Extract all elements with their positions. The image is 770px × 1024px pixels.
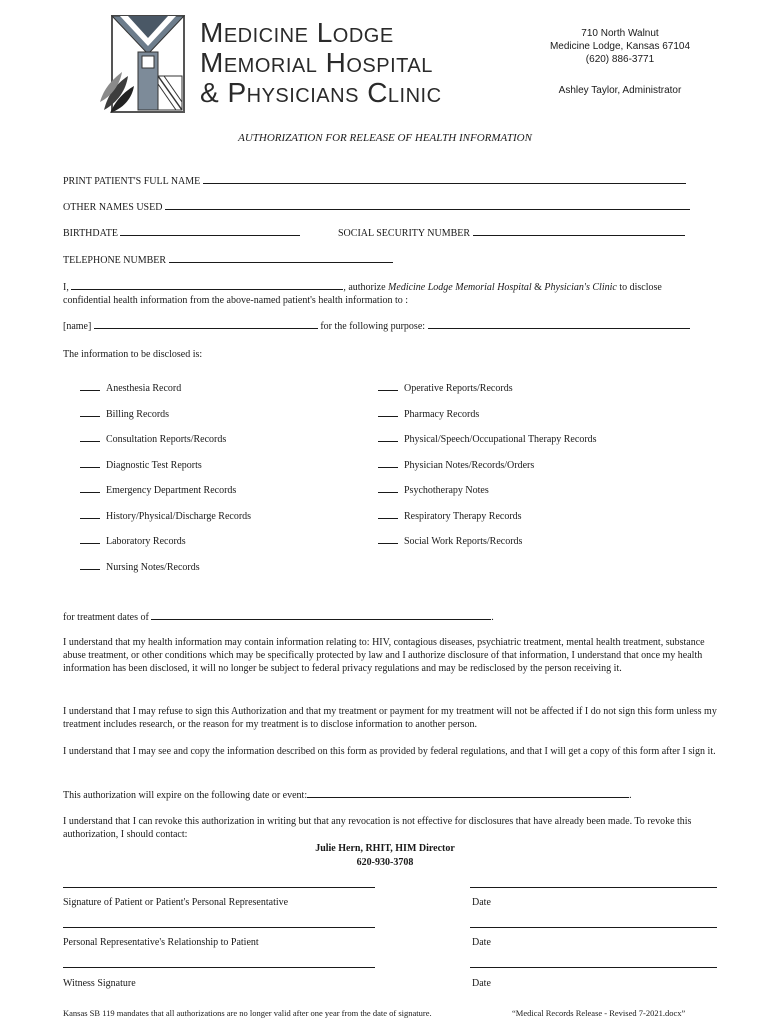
authorize-statement [63,280,713,307]
treatment-dates-end: . [491,612,494,623]
record-check-blank[interactable] [80,561,100,570]
record-check-blank[interactable] [80,459,100,468]
authorize-mid: , authorize [343,282,386,293]
treatment-dates-row [63,610,494,624]
record-item [80,484,236,496]
patient-name-field[interactable] [203,174,686,184]
ssn-field[interactable] [473,226,685,236]
disclosed-intro: The information to be disclosed is: [63,349,203,360]
record-label: Psychotherapy Notes [404,485,489,496]
sig-witness-date-label: Date [472,978,491,989]
record-label: Diagnostic Test Reports [106,459,202,471]
record-check-blank[interactable] [378,408,398,417]
authorize-prefix: I, [63,282,69,293]
record-item [80,382,181,394]
purpose-label: for the following purpose: [320,321,426,332]
record-check-blank[interactable] [378,510,398,519]
record-item [378,433,597,445]
record-item [80,408,169,420]
ssn-label: SOCIAL SECURITY NUMBER [338,228,471,239]
record-label: Nursing Notes/Records [106,561,200,573]
record-check-blank[interactable] [378,535,398,544]
telephone-field[interactable] [169,253,393,263]
record-check-blank[interactable] [378,382,398,391]
birthdate-label: BIRTHDATE [63,228,118,239]
record-label: Consultation Reports/Records [106,434,227,445]
authorize-suffix: to disclose [619,282,662,293]
relationship-line[interactable] [63,927,375,928]
purpose-field[interactable] [428,319,690,329]
recipient-row [63,319,690,333]
record-check-blank[interactable] [378,459,398,468]
administrator: Ashley Taylor, Administrator [558,85,682,96]
record-check-blank[interactable] [378,484,398,493]
witness-date-line[interactable] [470,967,717,968]
logo-line-3: & Physicians Clinic [200,77,442,108]
other-names-field[interactable] [165,200,690,210]
record-check-blank[interactable] [80,510,100,519]
record-label: Physician Notes/Records/Orders [404,459,535,471]
sig-witness-label: Witness Signature [63,978,136,989]
footer-left: Kansas SB 119 mandates that all authorizations are no longer valid after one year from the date of signature. [63,1008,432,1018]
record-item [80,459,202,471]
recipient-field[interactable] [94,319,318,329]
authorize-line-2: confidential health information from the above-named patient's health information to : [63,295,409,306]
expire-label: This authorization will expire on the following date or event: [63,790,308,801]
telephone-label: TELEPHONE NUMBER [63,255,167,266]
record-label: History/Physical/Discharge Records [106,510,252,522]
logo-emblem-icon [98,14,190,114]
record-label: Social Work Reports/Records [404,536,523,547]
patient-name-label: PRINT PATIENT'S FULL NAME [63,176,201,187]
record-check-blank[interactable] [80,408,100,417]
sig-relationship-date-label: Date [472,937,491,948]
patient-signature-line[interactable] [63,887,375,888]
record-check-blank[interactable] [80,433,100,442]
contact-phone: 620-930-3708 [356,857,414,868]
record-label: Respiratory Therapy Records [404,510,522,522]
record-item [80,510,251,522]
recipient-label: [name] [63,321,92,332]
treatment-dates-label: for treatment dates of [63,612,149,623]
record-label: Physical/Speech/Occupational Therapy Records [404,434,597,445]
other-names-label: OTHER NAMES USED [63,202,163,213]
record-item [378,535,522,547]
record-label: Anesthesia Record [106,383,182,394]
form-title: AUTHORIZATION FOR RELEASE OF HEALTH INFORMATION [238,132,532,144]
record-label: Laboratory Records [106,536,186,547]
record-label: Operative Reports/Records [404,383,513,394]
paragraph-copy: I understand that I may see and copy the information described on this form as provided by federal regulations, and that I will get a copy of this form after I sign it. [63,746,716,757]
sig-patient-label: Signature of Patient or Patient's Personal Representative [63,897,289,908]
telephone-row [63,253,393,267]
record-item [378,382,513,394]
logo-text [200,18,520,108]
address-line-1: 710 North Walnut [581,28,659,39]
record-item [378,459,534,471]
address-line-2: Medicine Lodge, Kansas 67104 [549,41,691,52]
record-label: Billing Records [106,408,170,420]
paragraph-revoke: I understand that I can revoke this authorization in writing but that any revocation is not effective for disclosures that have already been made. To revoke this authorization, I should contact: [63,816,692,840]
hospital-logo [98,14,190,114]
record-check-blank[interactable] [80,484,100,493]
record-item [80,535,186,547]
record-item [378,510,522,522]
other-names-row [63,200,690,214]
birthdate-row [63,226,300,240]
authorize-amp: & [534,282,542,293]
witness-signature-line[interactable] [63,967,375,968]
treatment-dates-field[interactable] [151,610,491,620]
logo-line-1: Medicine Lodge [200,17,394,48]
birthdate-field[interactable] [120,226,300,236]
record-item [378,408,479,420]
patient-name-row [63,174,686,188]
relationship-date-line[interactable] [470,927,717,928]
record-check-blank[interactable] [378,433,398,442]
record-item [378,484,489,496]
record-check-blank[interactable] [80,535,100,544]
footer-right: “Medical Records Release - Revised 7-2021.docx” [512,1008,686,1018]
contact-name: Julie Hern, RHIT, HIM Director [315,843,455,854]
sig-patient-date-label: Date [472,897,491,908]
authorize-entity: Medicine Lodge Memorial Hospital [388,282,532,293]
paragraph-refuse: I understand that I may refuse to sign this Authorization and that my treatment or payment for my treatment will not be affected if I do not sign this form unless my treatment includes research, or the reason for my treatment is to disclose information to another person. [63,706,717,730]
patient-date-line[interactable] [470,887,717,888]
authorizer-name-field[interactable] [71,280,343,290]
logo-line-2: Memorial Hospital [200,47,433,78]
record-label: Emergency Department Records [106,485,237,496]
expire-end: . [629,790,632,801]
ssn-row [338,226,685,240]
authorize-entity-2: Physician's Clinic [544,282,617,293]
address-line-3: (620) 886-3771 [585,54,655,65]
hospital-address [540,27,700,66]
record-item [80,433,226,445]
record-check-blank[interactable] [80,382,100,391]
record-label: Pharmacy Records [404,408,480,420]
record-item [80,561,200,573]
expire-field[interactable] [307,788,629,798]
sig-relationship-label: Personal Representative's Relationship to Patient [63,937,259,948]
expire-row [63,788,632,802]
paragraph-disclosure: I understand that my health information may contain information relating to: HIV, contagious diseases, psychiatric treatment, mental health treatment, substance abuse treatment, or other conditions which may be specifically protected by law and I authorize disclosure of that information, I understand that once my health information has been disclosed, it will no longer be subject to federal privacy regulations and may be redisclosed by the person receiving it. [63,637,705,674]
